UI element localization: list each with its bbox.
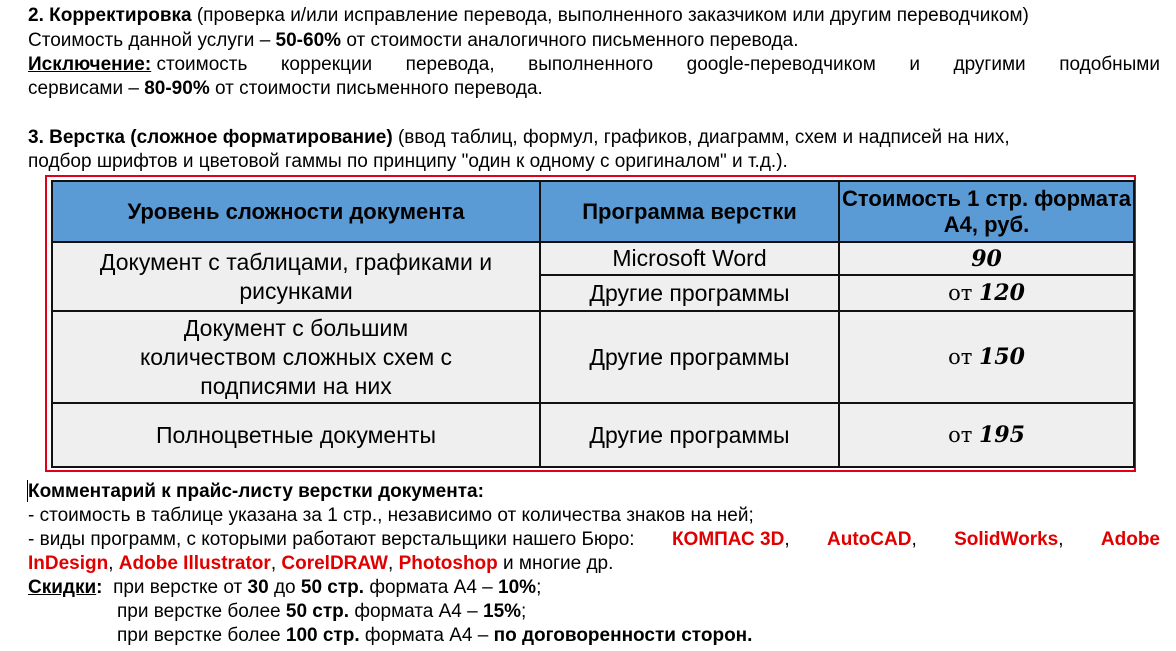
price-value: 195 <box>979 422 1025 448</box>
comment-item-1: - стоимость в таблице указана за 1 стр., независимо от количества знаков на ней; <box>28 505 754 526</box>
section3-heading: 3. Верстка (сложное форматирование) <box>28 127 393 148</box>
program-name: CorelDRAW <box>281 553 388 574</box>
exception-word: подобными <box>1059 54 1160 75</box>
cost-suffix: от стоимости аналогичного письменного перевода. <box>341 30 799 51</box>
header-program: Программа верстки <box>540 181 839 242</box>
exception-prefix: сервисами – <box>28 78 145 99</box>
section2-heading-line <box>28 5 1029 27</box>
program-name-part: Adobe <box>1100 529 1160 550</box>
section2-exception-line2 <box>28 78 543 100</box>
exception-word: стоимость <box>156 54 248 75</box>
section2-exception-line <box>28 54 1160 76</box>
table-row <box>52 242 1134 275</box>
discount-line-2: при верстке более 50 стр. формата А4 – 15%; <box>117 601 527 622</box>
comment-item-2: - виды программ, с которыми работают верстальщики нашего Бюро: КОМПАС 3D, AutoCAD, SolidWorks, Adobe <box>28 529 1160 550</box>
program-name: AutoCAD <box>827 529 912 550</box>
exception-word: коррекции <box>280 54 373 75</box>
price-table <box>51 180 1135 468</box>
exception-word: другими <box>953 54 1026 75</box>
program-name: Photoshop <box>398 553 498 574</box>
price-value: 150 <box>979 344 1025 370</box>
price-cell: от 195 <box>839 403 1134 467</box>
section2-heading: 2. Корректировка <box>28 5 192 26</box>
level-cell: Документ с таблицами, графиками и рисунками <box>52 242 540 311</box>
exception-word: перевода, <box>405 54 495 75</box>
section2-heading-note: (проверка и/или исправление перевода, выполненного заказчиком или другим переводчиком) <box>191 5 1029 26</box>
cost-value: 50-60% <box>275 30 342 51</box>
section3-heading-note: (ввод таблиц, формул, графиков, диаграмм, схем и надписей на них, <box>392 127 1010 148</box>
table-header-row <box>52 181 1134 242</box>
price-cell: от 120 <box>839 275 1134 311</box>
exception-word: и <box>909 54 920 75</box>
comment-item-2-cont: InDesign, Adobe Illustrator, CorelDRAW, Photoshop и многие др. <box>28 553 614 574</box>
program-cell: Другие программы <box>540 311 839 403</box>
price-value: 120 <box>979 280 1025 306</box>
program-cell: Другие программы <box>540 403 839 467</box>
level-cell: Полноцветные документы <box>52 403 540 467</box>
table-row <box>52 311 1134 403</box>
section3-line2: подбор шрифтов и цветовой гаммы по принципу "один к одному с оригиналом" и т.д.). <box>28 151 788 172</box>
exception-value: 80-90% <box>144 78 210 99</box>
exception-suffix: от стоимости письменного перевода. <box>209 78 543 99</box>
comments-title: Комментарий к прайс-листу верстки документа: <box>28 481 484 502</box>
discount-line-3: при верстке более 100 стр. формата А4 – по договоренности сторон. <box>117 625 753 646</box>
cost-prefix: Стоимость данной услуги – <box>28 30 276 51</box>
price-value: 90 <box>971 245 1002 272</box>
discounts-label: Скидки <box>28 577 97 598</box>
price-cell: от 150 <box>839 311 1134 403</box>
program-name: SolidWorks <box>954 529 1059 550</box>
price-cell <box>839 242 1134 275</box>
program-cell: Microsoft Word <box>540 242 839 275</box>
header-level: Уровень сложности документа <box>52 181 540 242</box>
discount-line-1: Скидки: при верстке от 30 до 50 стр. формата А4 – 10%; <box>28 577 542 598</box>
exception-label: Исключение: <box>28 54 152 75</box>
level-cell: Документ с большим количеством сложных схем с подписями на них <box>52 311 540 403</box>
exception-word: google-переводчиком <box>686 54 876 75</box>
section3-heading-line <box>28 127 1010 149</box>
table-row <box>52 403 1134 467</box>
program-cell: Другие программы <box>540 275 839 311</box>
header-price: Стоимость 1 стр. формата А4, руб. <box>839 181 1134 242</box>
exception-word: выполненного <box>528 54 654 75</box>
program-name: КОМПАС 3D <box>671 529 785 550</box>
section2-cost-line <box>28 30 799 52</box>
program-name: Adobe Illustrator <box>118 553 271 574</box>
